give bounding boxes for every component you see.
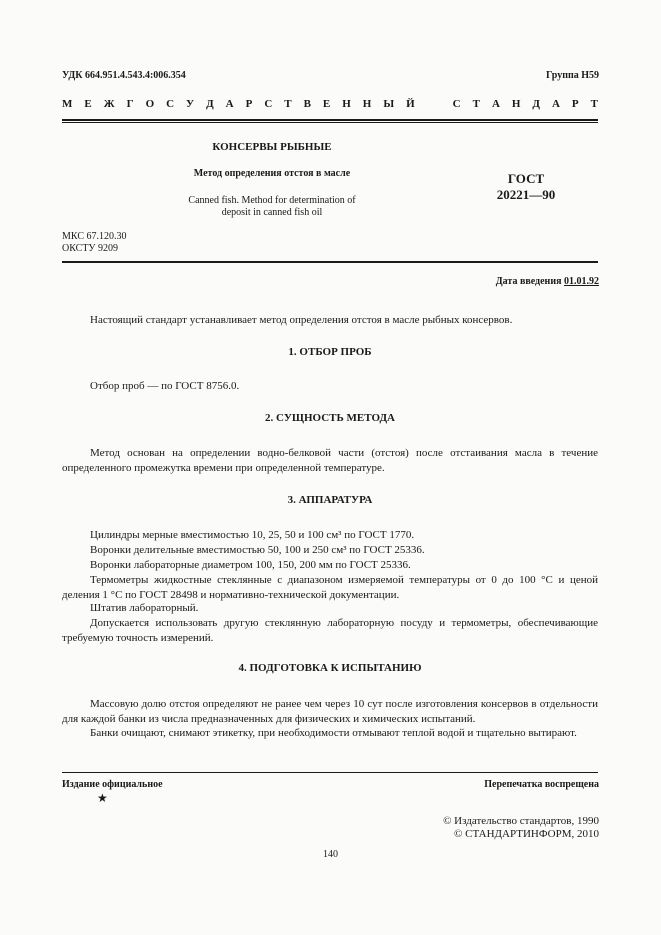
banner-letter: Н: [362, 98, 372, 110]
udk-code: УДК 664.951.4.543.4:006.354: [62, 70, 186, 81]
banner-letter: Р: [245, 98, 253, 110]
gost-designation: [470, 171, 582, 203]
classification-codes: [62, 231, 126, 255]
section-1-paragraph: Отбор проб — по ГОСТ 8756.0.: [90, 380, 240, 392]
banner-letter: М: [62, 98, 73, 110]
okstu-code: ОКСТУ 9209: [62, 243, 119, 254]
section-3-paragraph-4: Термометры жидкостные стеклянные с диапазоном измеряемой температуры от 0 до 100 °С и ценой деления 1 °С по ГОСТ 28498 и нормативно-технической документации.: [62, 574, 598, 601]
banner-letter: Н: [511, 98, 521, 110]
section-4-paragraph-1: Массовую долю отстоя определяют не ранее чем через 10 сут после изготовления консервов в отдельности для каждой банки из числа предназначенных для физических и химических испытаний.: [62, 698, 598, 725]
banner-letter: Т: [590, 98, 598, 110]
effective-date: [496, 276, 599, 287]
english-title-line-1: Canned fish. Method for determination of: [188, 195, 356, 206]
section-3-paragraph-3: Воронки лабораторные диаметром 100, 150, 200 мм по ГОСТ 25336.: [90, 559, 411, 571]
banner-letter: Е: [84, 98, 92, 110]
title-block-rule: [62, 261, 598, 263]
banner-letter: А: [551, 98, 560, 110]
banner-letter: В: [303, 98, 311, 110]
section-2-paragraph: Метод основан на определении водно-белковой части (отстоя) после отстаивания масла в течение определенного промежутка времени при определенной температуре.: [62, 447, 598, 474]
reprint-prohibited-label: Перепечатка воспрещена: [484, 779, 599, 790]
banner-space: [427, 98, 441, 110]
intro-paragraph: Настоящий стандарт устанавливает метод определения отстоя в масле рыбных консервов.: [90, 314, 513, 326]
effective-date-value: 01.01.92: [564, 276, 599, 287]
section-3-title: 3. АППАРАТУРА: [287, 494, 373, 506]
document-subtitle: Метод определения отстоя в масле: [193, 168, 351, 179]
banner-letter: О: [145, 98, 155, 110]
banner-letter: А: [225, 98, 234, 110]
banner-letter: Н: [342, 98, 351, 110]
group-code: Группа Н59: [546, 70, 599, 81]
banner-letter: Ы: [383, 98, 395, 110]
banner-letter: Т: [284, 98, 292, 110]
official-edition-label: Издание официальное: [62, 779, 163, 790]
gost-number: 20221—90: [496, 187, 556, 202]
section-3-paragraph-1: Цилиндры мерные вместимостью 10, 25, 50 и 100 см³ по ГОСТ 1770.: [90, 529, 415, 541]
section-3-paragraph-2: Воронки делительные вместимостью 50, 100 и 250 см³ по ГОСТ 25336.: [90, 544, 425, 556]
footer-rule: [62, 772, 598, 773]
header-rule-thin: [62, 122, 598, 123]
copyright-line-2: © СТАНДАРТИНФОРМ, 2010: [454, 828, 599, 840]
gost-label: ГОСТ: [507, 171, 545, 186]
mks-code: МКС 67.120.30: [62, 231, 127, 242]
document-title: КОНСЕРВЫ РЫБНЫЕ: [212, 141, 332, 153]
banner-letter: С: [452, 98, 461, 110]
banner-letter: Д: [532, 98, 540, 110]
effective-date-label: Дата введения: [495, 276, 562, 287]
section-3-paragraph-6: Допускается использовать другую стеклянную лабораторную посуду и термометры, обеспечивающие требуемую точность измерений.: [62, 617, 598, 644]
header-rule-top: [62, 119, 598, 121]
banner-letter: У: [186, 98, 195, 110]
banner-letter: С: [264, 98, 273, 110]
star-icon: ★: [97, 791, 108, 805]
section-4-title: 4. ПОДГОТОВКА К ИСПЫТАНИЮ: [238, 662, 422, 674]
banner-letter: Г: [126, 98, 134, 110]
english-title: [62, 195, 482, 219]
banner-letter: Ж: [103, 98, 115, 110]
banner-letter: А: [491, 98, 500, 110]
section-4-paragraph-2: Банки очищают, снимают этикетку, при необходимости отмывают теплой водой и тщательно вытирают.: [90, 727, 577, 739]
banner-letter: Й: [406, 98, 415, 110]
copyright-line-1: © Издательство стандартов, 1990: [443, 815, 599, 827]
section-2-title: 2. СУЩНОСТЬ МЕТОДА: [265, 412, 395, 424]
section-1-title: 1. ОТБОР ПРОБ: [288, 346, 372, 358]
section-3-paragraph-5: Штатив лабораторный.: [90, 602, 199, 614]
page-number: 140: [323, 849, 338, 860]
copyright-block: [443, 815, 599, 841]
interstate-standard-banner: [62, 98, 598, 110]
banner-letter: Е: [322, 98, 331, 110]
banner-letter: Р: [571, 98, 579, 110]
banner-letter: С: [166, 98, 175, 110]
banner-letter: Д: [206, 98, 214, 110]
banner-letter: Т: [472, 98, 480, 110]
english-title-line-2: deposit in canned fish oil: [221, 207, 323, 218]
